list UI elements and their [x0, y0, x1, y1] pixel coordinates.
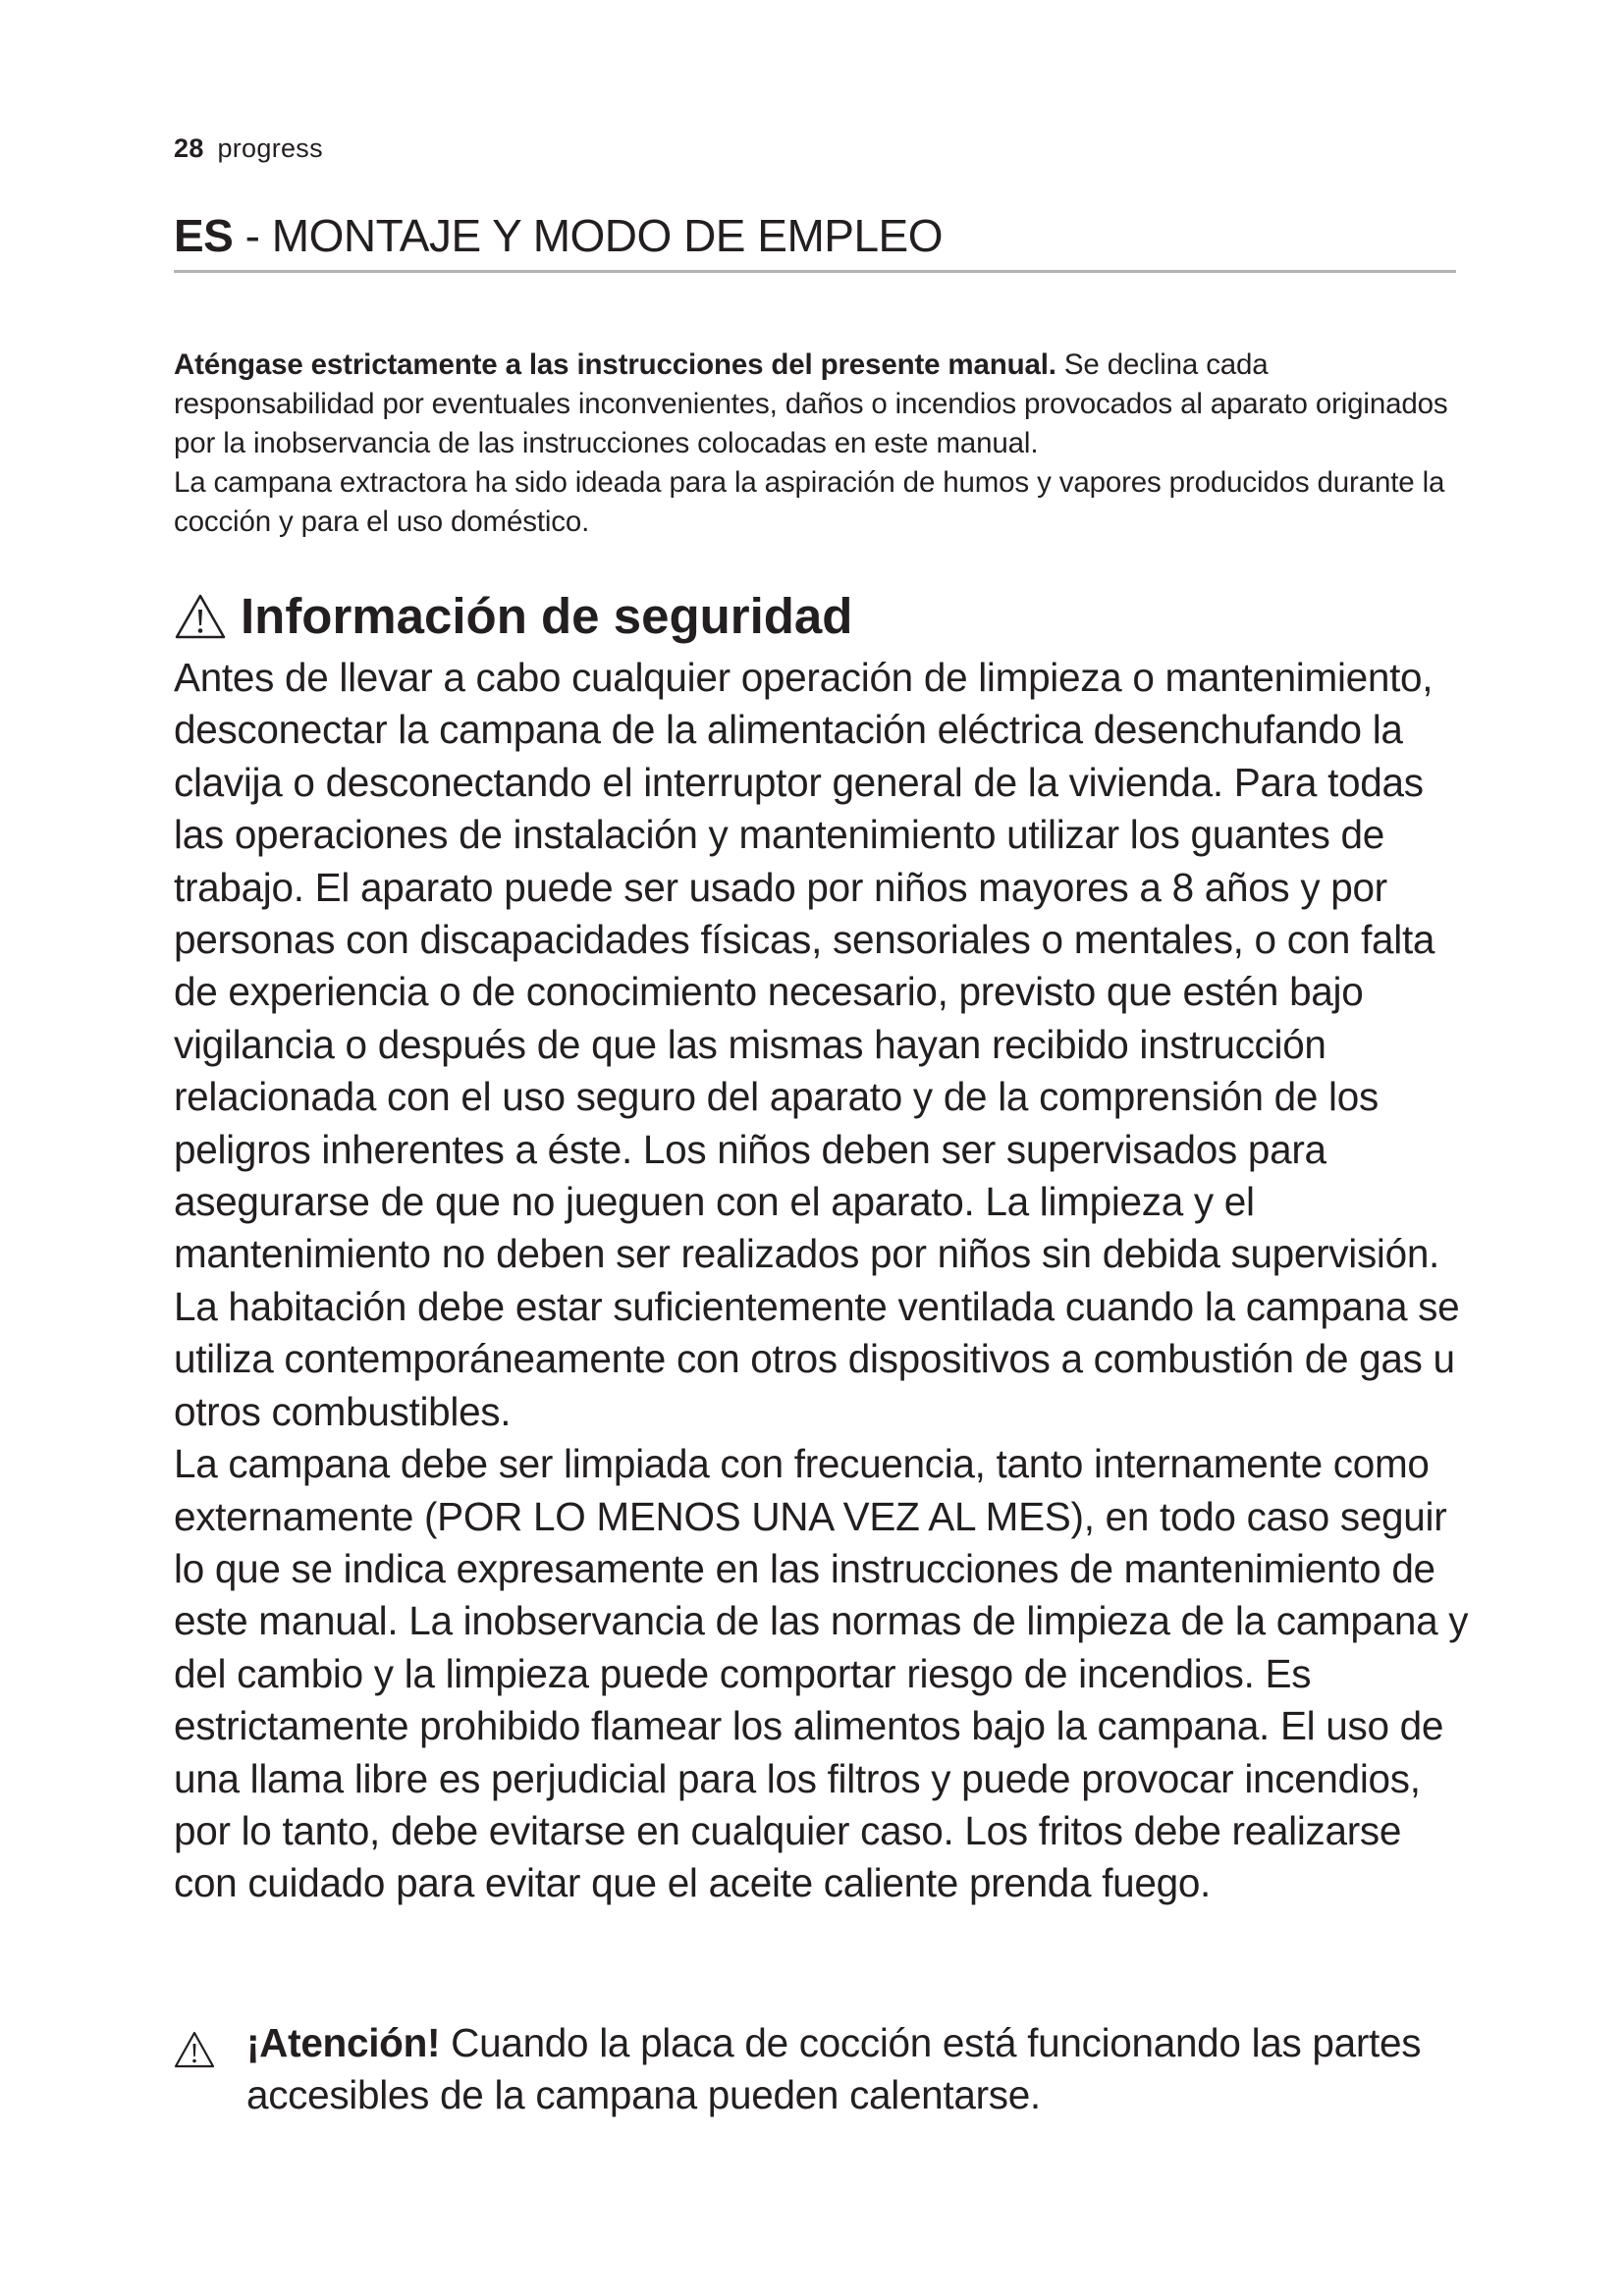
- section-title-text: - MONTAJE Y MODO DE EMPLEO: [233, 210, 943, 261]
- intro-second: La campana extractora ha sido ideada para la aspiración de humos y vapores producidos durante la cocción y para el uso doméstico.: [174, 466, 1445, 538]
- page-header: [174, 133, 323, 164]
- attention-label: ¡Atención!: [246, 2020, 441, 2065]
- warning-triangle-icon: [174, 2031, 215, 2068]
- safety-paragraph-1: Antes de llevar a cabo cualquier operación de limpieza o mantenimiento, desconectar la campana de la alimentación eléctrica desenchufando la clavija o desconectando el interruptor general de la vivienda. Para todas las operaciones de instalación y mantenimiento utilizar los guantes de trabajo. El aparato puede ser usado por niños mayores a 8 años y por personas con discapacidades físicas, sensoriales o mentales, o con falta de experiencia o de conocimiento necesario, previsto que estén bajo vigilancia o después de que las mismas hayan recibido instrucción relacionada con el uso seguro del aparato y de la comprensión de los peligros inherentes a éste. Los niños deben ser supervisados para asegurarse de que no jueguen con el aparato. La limpieza y el mantenimiento no deben ser realizados por niños sin debida supervisión. La habitación debe estar suficientemente ventilada cuando la campana se utiliza contemporáneamente con otros dispositivos a combustión de gas u otros combustibles.: [174, 655, 1460, 1434]
- attention-note: [174, 2017, 1470, 2122]
- attention-text-block: [246, 2017, 1470, 2122]
- warning-triangle-icon: [174, 593, 227, 640]
- section-title: [174, 210, 1456, 273]
- attention-text: Cuando la placa de cocción está funcionando las partes accesibles de la campana pueden calentarse.: [246, 2020, 1422, 2118]
- intro-paragraph: [174, 346, 1460, 542]
- safety-heading: [174, 586, 852, 646]
- safety-paragraph-2: La campana debe ser limpiada con frecuencia, tanto internamente como externamente (POR LO MENOS UNA VEZ AL MES), en todo caso seguir lo que se indica expresamente en las instrucciones de mantenimiento de este manual. La inobservancia de las normas de limpieza de la campana y del cambio y la limpieza puede comportar riesgo de incendios. Es estrictamente prohibido flamear los alimentos bajo la campana. El uso de una llama libre es perjudicial para los filtros y puede provocar incendios, por lo tanto, debe evitarse en cualquier caso. Los fritos debe realizarse con cuidado para evitar que el aceite caliente prenda fuego.: [174, 1441, 1469, 1906]
- safety-heading-text: Información de seguridad: [241, 588, 853, 644]
- page-number: 28: [174, 133, 204, 163]
- brand-name: progress: [217, 133, 323, 163]
- intro-rest: Se declina cada responsabilidad por eventuales inconvenientes, daños o incendios provocados al aparato originados por la inobservancia de las instrucciones colocadas en este manual.: [174, 348, 1448, 459]
- safety-body: [174, 652, 1470, 1910]
- intro-first: [174, 346, 1460, 463]
- language-code: ES: [174, 210, 234, 261]
- intro-lead: Aténgase estrictamente a las instrucciones del presente manual.: [174, 348, 1056, 381]
